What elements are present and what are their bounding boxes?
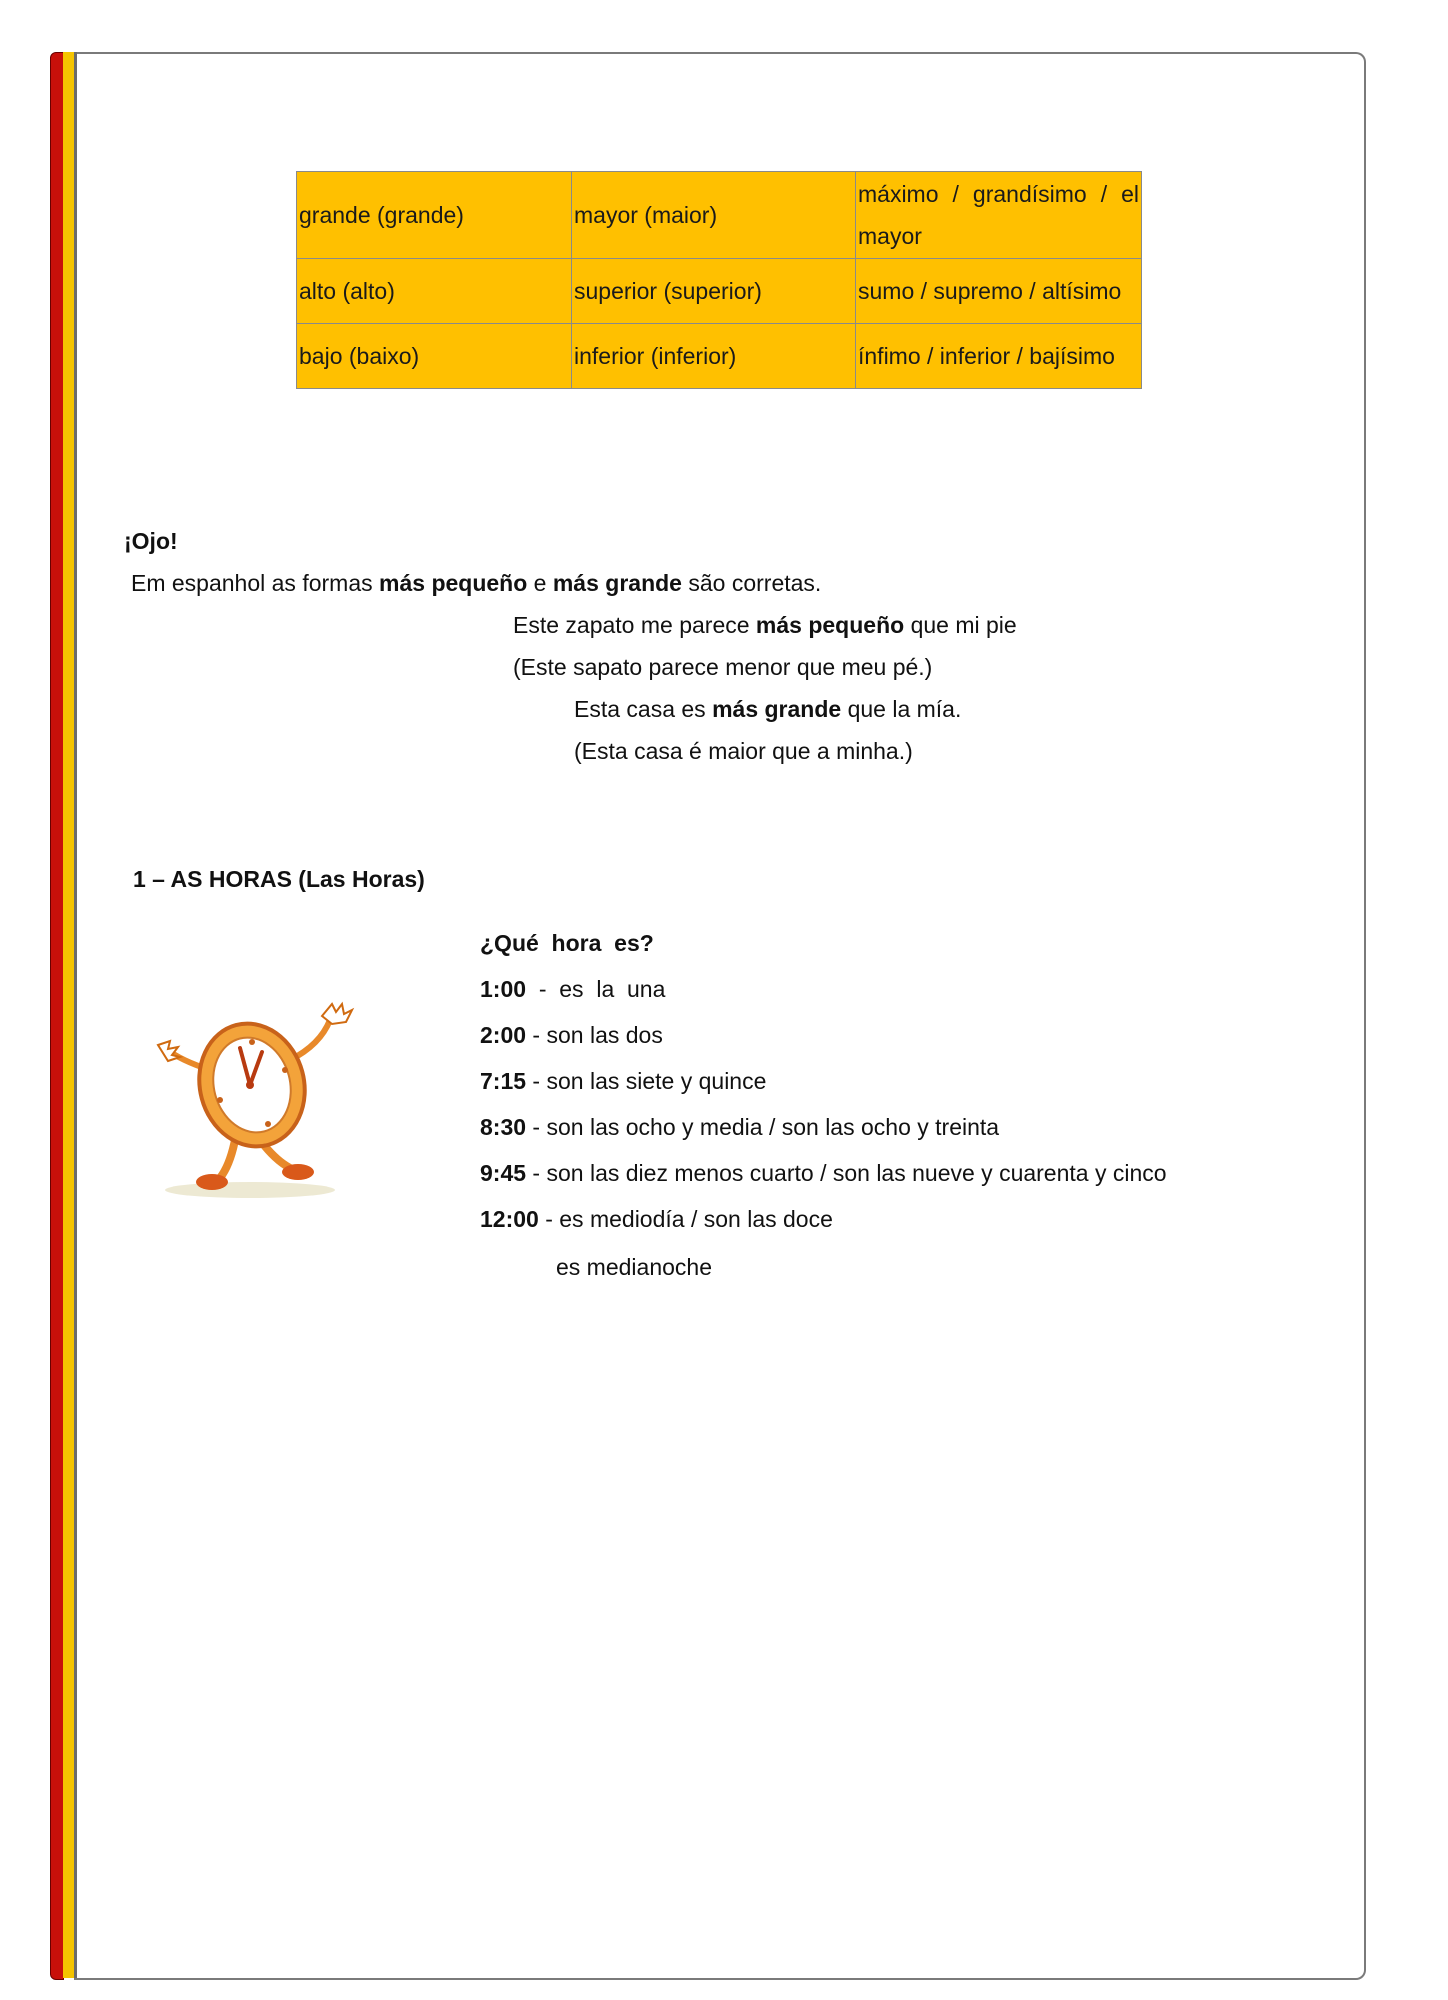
table-cell: alto (alto) <box>297 259 572 324</box>
walking-clock-illustration <box>140 990 360 1210</box>
time-item: 2:00 - son las dos <box>480 1022 663 1048</box>
section-heading-horas: 1 – AS HORAS (Las Horas) <box>133 866 425 892</box>
table-cell <box>856 172 1142 259</box>
table-cell: superior (superior) <box>572 259 856 324</box>
example-2: Esta casa es más grande que la mía. <box>574 696 962 722</box>
table-cell: mayor (maior) <box>572 172 856 259</box>
time-item: 9:45 - son las diez menos cuarto / son las nueve y cuarenta y cinco <box>480 1160 1167 1186</box>
comparatives-table <box>296 171 1142 389</box>
ojo-title: ¡Ojo! <box>124 528 178 554</box>
time-item-extra: es medianoche <box>556 1254 712 1280</box>
table-cell: inferior (inferior) <box>572 324 856 389</box>
ojo-intro: Em espanhol as formas más pequeño e más grande são corretas. <box>131 570 822 596</box>
example-1-translation: (Este sapato parece menor que meu pé.) <box>513 654 933 680</box>
table-row <box>297 324 1142 389</box>
table-row <box>297 172 1142 259</box>
table-row <box>297 259 1142 324</box>
example-1: Este zapato me parece más pequeño que mi pie <box>513 612 1017 638</box>
page-frame-left-edge <box>74 52 77 1978</box>
time-item: 12:00 - es mediodía / son las doce <box>480 1206 833 1232</box>
cell-line: mayor <box>858 223 922 249</box>
table-cell: bajo (baixo) <box>297 324 572 389</box>
left-red-stripe <box>50 52 64 1980</box>
time-item: 7:15 - son las siete y quince <box>480 1068 767 1094</box>
cell-line: máximo / grandísimo / el <box>858 181 1139 207</box>
time-item: 8:30 - son las ocho y media / son las ocho y treinta <box>480 1114 1000 1140</box>
horas-question: ¿Qué hora es? <box>480 930 654 956</box>
table-cell: sumo / supremo / altísimo <box>856 259 1142 324</box>
table-cell: grande (grande) <box>297 172 572 259</box>
table-cell: ínfimo / inferior / bajísimo <box>856 324 1142 389</box>
time-item: 1:00 - es la una <box>480 976 666 1002</box>
left-yellow-stripe <box>63 52 74 1978</box>
example-2-translation: (Esta casa é maior que a minha.) <box>574 738 913 764</box>
